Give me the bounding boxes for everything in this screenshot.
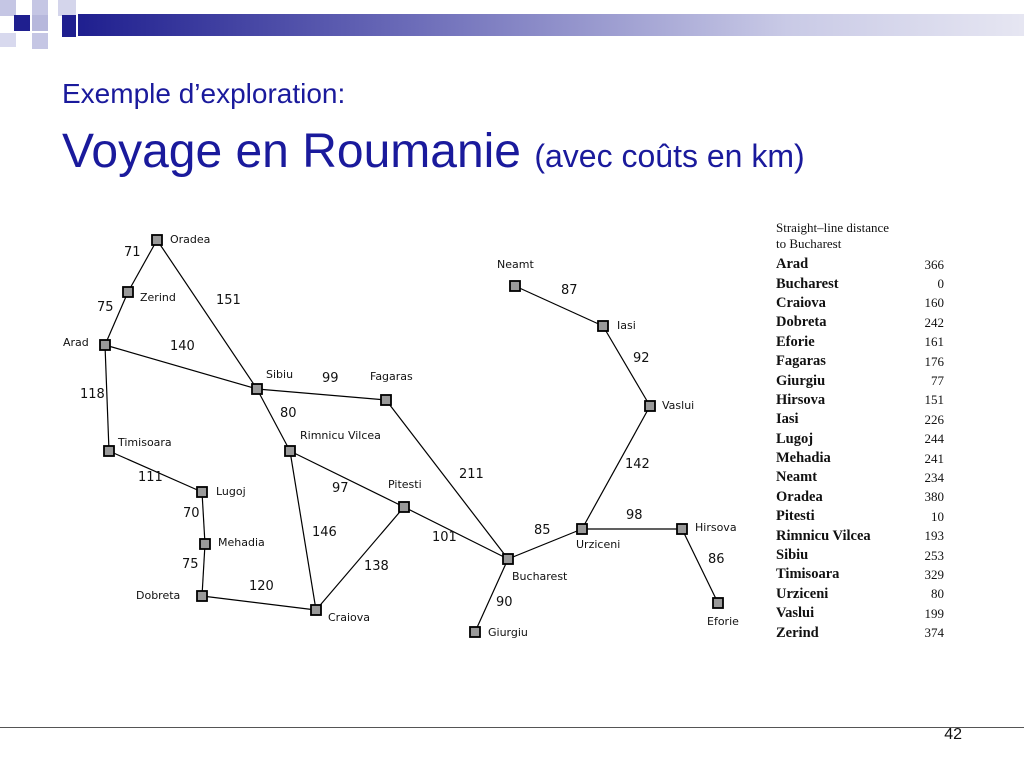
city-label-neamt: Neamt xyxy=(497,258,534,271)
slide-subtitle: Exemple d’exploration: xyxy=(62,78,346,109)
city-node-vaslui xyxy=(645,401,655,411)
city-node-arad xyxy=(100,340,110,350)
sld-row xyxy=(776,449,944,468)
road-distance-label: 98 xyxy=(626,508,643,523)
sld-city: Iasi xyxy=(776,411,799,428)
city-label-rimnicu: Rimnicu Vilcea xyxy=(300,429,381,442)
sld-row xyxy=(776,468,944,487)
sld-city: Fagaras xyxy=(776,353,826,370)
sld-value: 226 xyxy=(924,411,944,427)
sld-city: Arad xyxy=(776,256,809,273)
sld-value: 193 xyxy=(924,528,944,544)
sld-value: 374 xyxy=(924,625,944,641)
road-distance-label: 120 xyxy=(249,579,274,594)
sld-row xyxy=(776,274,944,293)
city-label-sibiu: Sibiu xyxy=(266,368,294,381)
road-distance-label: 111 xyxy=(138,470,163,485)
road-distance-label: 140 xyxy=(170,339,195,354)
sld-table-title xyxy=(776,220,944,252)
road-vaslui-iasi xyxy=(603,326,650,406)
city-label-urziceni: Urziceni xyxy=(576,538,621,551)
road-distance-label: 86 xyxy=(708,552,725,567)
road-distance-label: 146 xyxy=(312,525,337,540)
city-node-eforie xyxy=(713,598,723,608)
city-node-mehadia xyxy=(200,539,210,549)
sld-city: Craiova xyxy=(776,294,826,311)
sld-value: 161 xyxy=(924,334,944,350)
sld-row xyxy=(776,430,944,449)
road-distance-label: 138 xyxy=(364,559,389,574)
sld-city: Dobreta xyxy=(776,314,827,331)
city-node-bucharest xyxy=(503,554,513,564)
sld-row xyxy=(776,526,944,545)
sld-row xyxy=(776,604,944,623)
road-oradea-sibiu xyxy=(157,240,257,389)
city-label-craiova: Craiova xyxy=(328,611,370,624)
city-node-oradea xyxy=(152,235,162,245)
city-node-craiova xyxy=(311,605,321,615)
sld-value: 10 xyxy=(931,508,944,524)
road-rimnicu-pitesti xyxy=(290,451,404,507)
sld-city: Timisoara xyxy=(776,566,840,583)
sld-row xyxy=(776,313,944,332)
road-distance-label: 71 xyxy=(124,245,141,260)
sld-row xyxy=(776,623,944,642)
road-distance-label: 75 xyxy=(97,300,114,315)
road-sibiu-fagaras xyxy=(257,389,386,400)
city-node-rimnicu xyxy=(285,446,295,456)
sld-row xyxy=(776,371,944,390)
city-label-lugoj: Lugoj xyxy=(216,485,246,498)
city-label-oradea: Oradea xyxy=(170,233,211,246)
city-node-giurgiu xyxy=(470,627,480,637)
sld-row xyxy=(776,410,944,429)
sld-city: Neamt xyxy=(776,469,818,486)
sld-row xyxy=(776,488,944,507)
slide-title-sub: (avec coûts en km) xyxy=(534,138,805,174)
road-iasi-neamt xyxy=(515,286,603,326)
city-node-hirsova xyxy=(677,524,687,534)
city-label-fagaras: Fagaras xyxy=(370,370,413,383)
sld-city: Eforie xyxy=(776,333,815,350)
road-distance-label: 101 xyxy=(432,530,457,545)
sld-value: 80 xyxy=(931,586,944,602)
page-number: 42 xyxy=(944,726,962,743)
sld-row xyxy=(776,255,944,274)
road-distance-label: 99 xyxy=(322,371,339,386)
sld-city: Zerind xyxy=(776,624,819,641)
sld-value: 77 xyxy=(931,373,944,389)
road-mehadia-dobreta xyxy=(202,544,205,596)
sld-row xyxy=(776,352,944,371)
sld-row xyxy=(776,546,944,565)
sld-row xyxy=(776,333,944,352)
city-node-iasi xyxy=(598,321,608,331)
city-label-zerind: Zerind xyxy=(140,291,176,304)
city-label-iasi: Iasi xyxy=(617,319,636,332)
sld-value: 242 xyxy=(924,314,944,330)
road-craiova-pitesti xyxy=(316,507,404,610)
city-node-fagaras xyxy=(381,395,391,405)
sld-city: Bucharest xyxy=(776,275,839,292)
sld-row xyxy=(776,391,944,410)
city-label-mehadia: Mehadia xyxy=(218,536,265,549)
road-distance-label: 80 xyxy=(280,406,297,421)
sld-value: 199 xyxy=(924,605,944,621)
city-label-vaslui: Vaslui xyxy=(662,399,695,412)
road-distance-label: 87 xyxy=(561,283,578,298)
city-node-neamt xyxy=(510,281,520,291)
sld-row xyxy=(776,507,944,526)
sld-value: 244 xyxy=(924,431,944,447)
city-label-eforie: Eforie xyxy=(707,615,739,628)
sld-table-rows xyxy=(776,255,944,643)
city-node-dobreta xyxy=(197,591,207,601)
sld-value: 241 xyxy=(924,450,944,466)
straight-line-distance-table xyxy=(776,220,944,643)
road-distance-label: 118 xyxy=(80,387,105,402)
sld-row xyxy=(776,585,944,604)
city-label-arad: Arad xyxy=(63,336,89,349)
road-distance-label: 211 xyxy=(459,467,484,482)
city-label-timisoara: Timisoara xyxy=(118,436,172,449)
road-distance-label: 97 xyxy=(332,481,349,496)
sld-city: Oradea xyxy=(776,488,823,505)
sld-city: Rimnicu Vilcea xyxy=(776,527,871,544)
road-dobreta-craiova xyxy=(202,596,316,610)
road-distance-label: 90 xyxy=(496,595,513,610)
sld-city: Sibiu xyxy=(776,547,809,564)
city-node-timisoara xyxy=(104,446,114,456)
footer-divider xyxy=(0,727,1024,728)
road-arad-timisoara xyxy=(105,345,109,451)
sld-table-title-line1: Straight–line distance xyxy=(776,220,890,235)
sld-value: 380 xyxy=(924,489,944,505)
sld-city: Urziceni xyxy=(776,585,829,602)
road-distance-label: 142 xyxy=(625,457,650,472)
sld-value: 176 xyxy=(924,353,944,369)
slide-title-main: Voyage en Roumanie xyxy=(62,125,521,178)
road-distance-label: 151 xyxy=(216,293,241,308)
road-lugoj-mehadia xyxy=(202,492,205,544)
city-label-hirsova: Hirsova xyxy=(695,521,737,534)
city-label-pitesti: Pitesti xyxy=(388,478,422,491)
sld-value: 329 xyxy=(924,566,944,582)
sld-value: 0 xyxy=(937,276,944,292)
sld-value: 151 xyxy=(924,392,944,408)
city-node-sibiu xyxy=(252,384,262,394)
city-node-urziceni xyxy=(577,524,587,534)
sld-value: 234 xyxy=(924,469,944,485)
sld-value: 160 xyxy=(924,295,944,311)
road-distance-label: 85 xyxy=(534,523,551,538)
sld-city: Giurgiu xyxy=(776,372,826,389)
city-node-zerind xyxy=(123,287,133,297)
sld-city: Pitesti xyxy=(776,508,815,525)
city-label-bucharest: Bucharest xyxy=(512,570,568,583)
sld-city: Hirsova xyxy=(776,391,826,408)
road-distance-label: 92 xyxy=(633,351,650,366)
sld-row xyxy=(776,565,944,584)
city-node-lugoj xyxy=(197,487,207,497)
sld-city: Lugoj xyxy=(776,430,814,447)
city-node-pitesti xyxy=(399,502,409,512)
road-distance-label: 70 xyxy=(183,506,200,521)
road-distance-label: 75 xyxy=(182,557,199,572)
sld-value: 366 xyxy=(924,256,944,272)
sld-city: Vaslui xyxy=(776,605,815,622)
city-label-dobreta: Dobreta xyxy=(136,589,181,602)
sld-city: Mehadia xyxy=(776,450,831,467)
city-label-giurgiu: Giurgiu xyxy=(488,626,528,639)
sld-row xyxy=(776,294,944,313)
sld-table-title-line2: to Bucharest xyxy=(776,236,842,251)
sld-value: 253 xyxy=(924,547,944,563)
